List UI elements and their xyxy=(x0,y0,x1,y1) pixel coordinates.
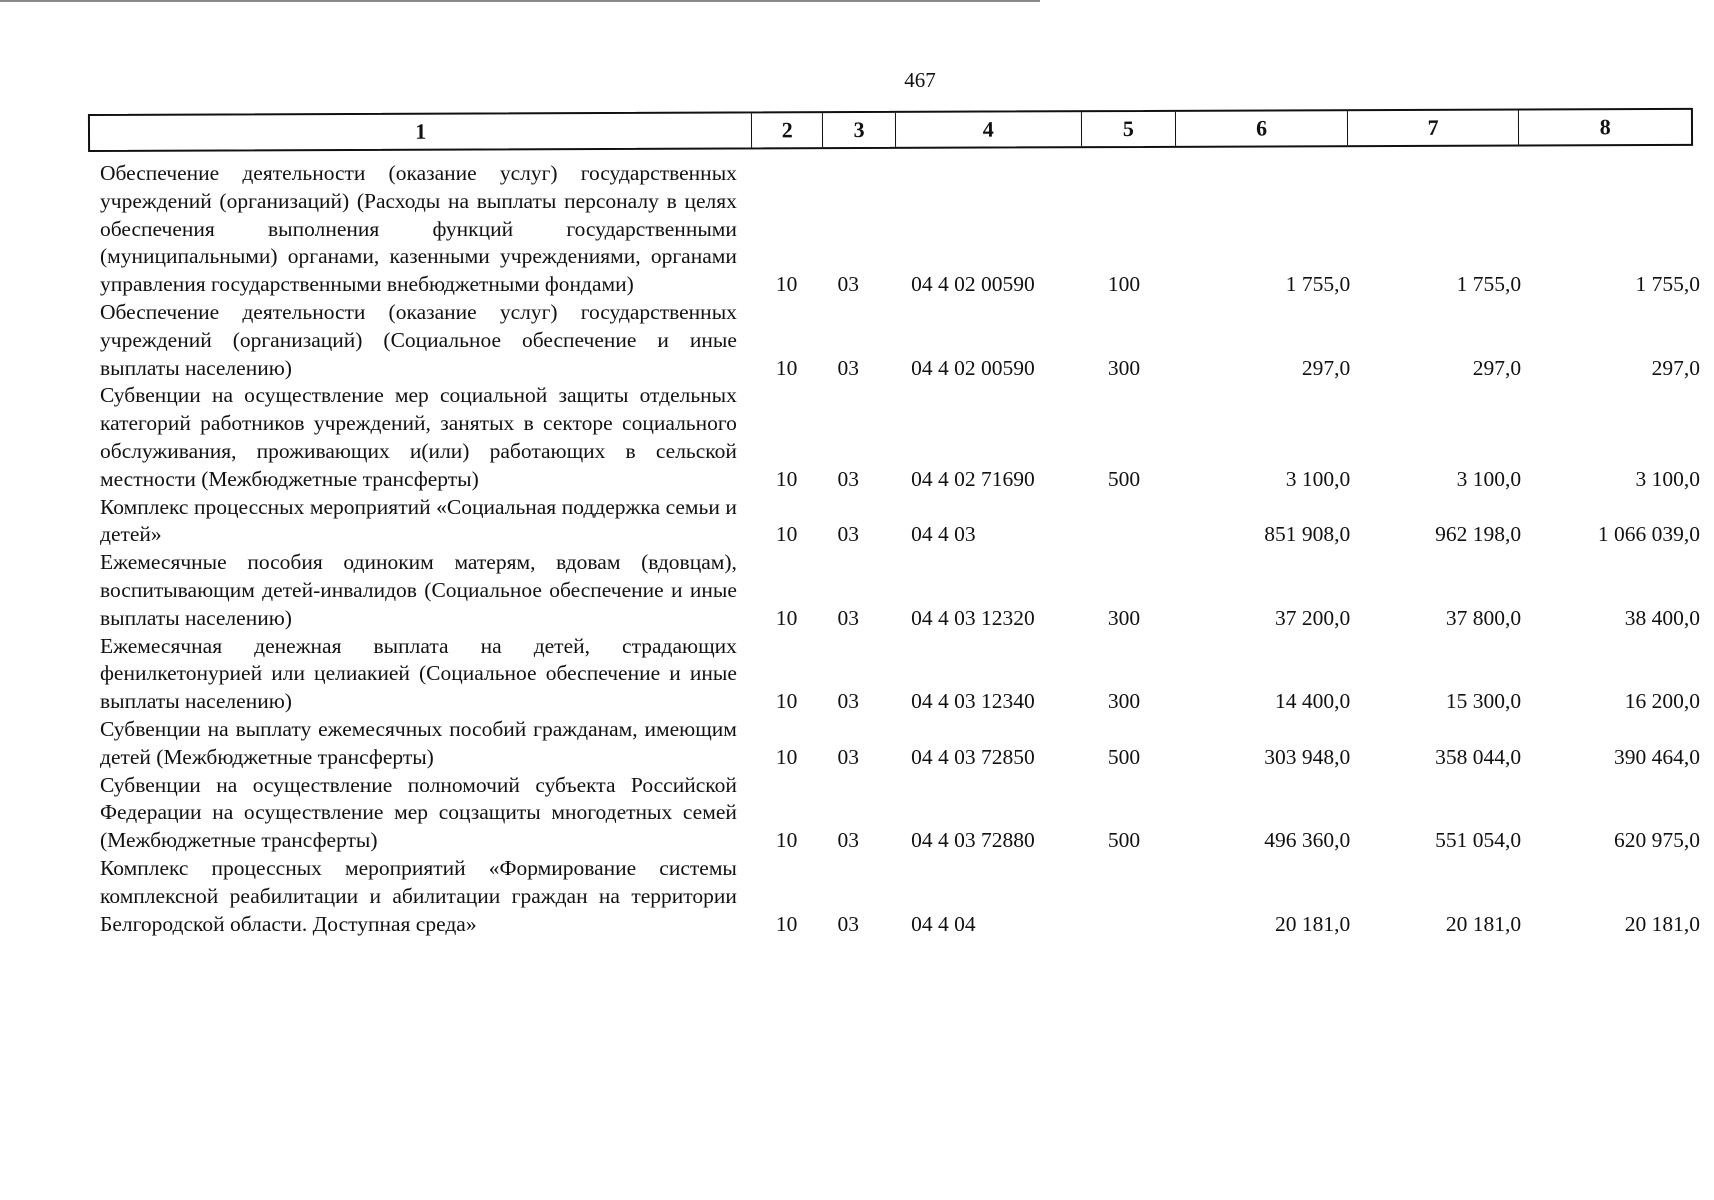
row-amount-col7: 551 054,0 xyxy=(1435,828,1522,853)
row-amount-col6: 496 360,0 xyxy=(1264,828,1351,853)
row-amount-col6: 20 181,0 xyxy=(1275,911,1351,936)
row-description: Обеспечение деятельности (оказание услуг) государственных учреждений (организаций) (Социальное обеспечение и иные выплаты населению) xyxy=(100,299,737,380)
row-expense-type: 300 xyxy=(1107,689,1141,714)
row-amount-col6: 3 100,0 xyxy=(1285,466,1351,491)
row-amount-col7: 37 800,0 xyxy=(1445,605,1522,630)
row-subsection: 03 xyxy=(837,522,860,547)
row-amount-col7: 962 198,0 xyxy=(1435,522,1522,547)
row-target-code: 04 4 03 72850 xyxy=(911,744,1035,769)
row-subsection: 03 xyxy=(837,744,860,769)
table-row xyxy=(100,772,1700,855)
row-amount-col6: 37 200,0 xyxy=(1275,605,1351,630)
row-target-code: 04 4 03 xyxy=(911,522,976,547)
row-amount-col8: 1 755,0 xyxy=(1635,272,1700,297)
row-amount-col7: 3 100,0 xyxy=(1456,466,1522,491)
row-description: Ежемесячные пособия одиноким матерям, вдовам (вдовцам), воспитывающим детей-инвалидов (Социальное обеспечение и иные выплаты населению) xyxy=(100,550,737,630)
row-section: 10 xyxy=(775,744,798,769)
row-target-code: 04 4 03 12340 xyxy=(911,689,1035,714)
row-amount-col6: 14 400,0 xyxy=(1275,689,1351,714)
row-section: 10 xyxy=(775,828,798,853)
row-section: 10 xyxy=(775,522,798,547)
header-col-5: 5 xyxy=(1081,112,1176,146)
row-target-code: 04 4 03 12320 xyxy=(911,605,1035,630)
row-amount-col7: 358 044,0 xyxy=(1435,744,1522,769)
table-row xyxy=(100,549,1700,632)
header-col-2: 2 xyxy=(752,113,823,147)
header-col-7: 7 xyxy=(1348,111,1520,146)
row-description: Ежемесячная денежная выплата на детей, страдающих фенилкетонурией или целиакией (Социальное обеспечение и иные выплаты населению) xyxy=(100,633,737,714)
row-description: Субвенции на осуществление мер социальной защиты отдельных категорий работников учреждений, занятых в секторе социального обслуживания, проживающих и(или) работающих в сельской местности (Межбюджетные трансферты) xyxy=(100,383,737,491)
table-row xyxy=(100,855,1700,938)
row-section: 10 xyxy=(775,911,798,936)
row-section: 10 xyxy=(775,605,798,630)
row-subsection: 03 xyxy=(837,272,860,297)
table-row xyxy=(100,716,1700,772)
row-expense-type: 500 xyxy=(1107,744,1141,769)
header-col-4: 4 xyxy=(896,112,1082,147)
row-amount-col8: 3 100,0 xyxy=(1635,466,1700,491)
row-section: 10 xyxy=(775,466,798,491)
row-subsection: 03 xyxy=(837,355,860,380)
row-subsection: 03 xyxy=(837,828,860,853)
row-section: 10 xyxy=(775,355,798,380)
row-expense-type: 500 xyxy=(1107,466,1141,491)
row-subsection: 03 xyxy=(837,605,860,630)
table-row xyxy=(100,382,1700,493)
row-description: Субвенции на выплату ежемесячных пособий гражданам, имеющим детей (Межбюджетные трансферты) xyxy=(100,716,737,769)
row-amount-col7: 297,0 xyxy=(1472,355,1522,380)
row-section: 10 xyxy=(775,689,798,714)
row-amount-col8: 16 200,0 xyxy=(1624,689,1700,714)
row-target-code: 04 4 03 72880 xyxy=(911,828,1035,853)
row-amount-col6: 303 948,0 xyxy=(1264,744,1351,769)
page-number: 467 xyxy=(904,68,936,92)
row-description: Комплекс процессных мероприятий «Социальная поддержка семьи и детей» xyxy=(100,494,737,547)
row-description: Комплекс процессных мероприятий «Формирование системы комплексной реабилитации и абилитации граждан на территории Белгородской области. Доступная среда» xyxy=(100,855,737,936)
table-row xyxy=(100,160,1700,299)
row-expense-type: 500 xyxy=(1107,828,1141,853)
row-amount-col8: 297,0 xyxy=(1651,355,1700,380)
row-subsection: 03 xyxy=(837,911,860,936)
header-col-6: 6 xyxy=(1176,111,1348,146)
table-body xyxy=(100,160,1700,938)
row-section: 10 xyxy=(775,272,798,297)
row-description: Субвенции на осуществление полномочий субъекта Российской Федерации на осуществление мер соцзащиты многодетных семей (Межбюджетные трансферты) xyxy=(100,772,737,853)
row-target-code: 04 4 04 xyxy=(911,911,976,936)
row-amount-col6: 297,0 xyxy=(1301,355,1351,380)
row-target-code: 04 4 02 00590 xyxy=(911,355,1035,380)
row-amount-col7: 20 181,0 xyxy=(1445,911,1522,936)
row-subsection: 03 xyxy=(837,466,860,491)
row-amount-col7: 1 755,0 xyxy=(1456,272,1522,297)
row-expense-type: 100 xyxy=(1107,272,1141,297)
row-expense-type: 300 xyxy=(1107,355,1141,380)
row-amount-col7: 15 300,0 xyxy=(1445,689,1522,714)
row-amount-col8: 20 181,0 xyxy=(1624,911,1700,936)
table-row xyxy=(100,633,1700,716)
row-expense-type: 300 xyxy=(1107,605,1141,630)
row-amount-col8: 38 400,0 xyxy=(1624,605,1700,630)
table-row xyxy=(100,299,1700,382)
table-header-row xyxy=(88,108,1693,152)
row-amount-col6: 1 755,0 xyxy=(1285,272,1351,297)
header-col-1: 1 xyxy=(90,113,752,150)
row-amount-col8: 620 975,0 xyxy=(1613,828,1700,853)
row-description: Обеспечение деятельности (оказание услуг) государственных учреждений (организаций) (Расходы на выплаты персоналу в целях обеспечения выполнения функций государственными (муниципальными) органами, казенными учреждениями, органами управления государственными внебюджетными фондами) xyxy=(100,161,737,297)
row-amount-col8: 390 464,0 xyxy=(1613,744,1700,769)
header-col-8: 8 xyxy=(1599,114,1611,140)
row-target-code: 04 4 02 00590 xyxy=(911,272,1035,297)
row-amount-col6: 851 908,0 xyxy=(1264,522,1351,547)
table-row xyxy=(100,494,1700,550)
row-target-code: 04 4 02 71690 xyxy=(911,466,1035,491)
row-amount-col8: 1 066 039,0 xyxy=(1597,522,1700,547)
header-col-3: 3 xyxy=(823,113,896,147)
scan-edge-line xyxy=(0,0,1040,2)
row-subsection: 03 xyxy=(837,689,860,714)
